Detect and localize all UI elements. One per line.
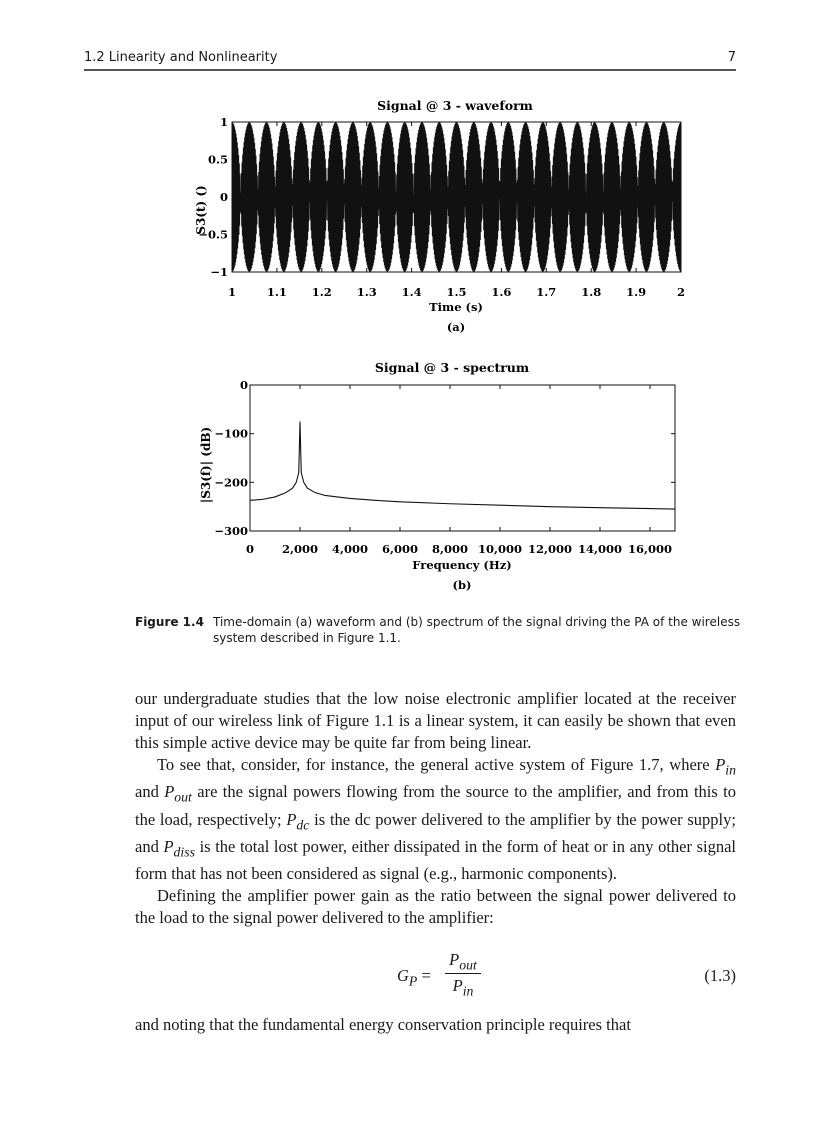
sym-p-dc-base: P — [286, 809, 297, 829]
sym-p-out — [164, 782, 192, 805]
chart-b-xtick-label: 10,000 — [477, 542, 523, 556]
page-number: 7 — [727, 50, 736, 65]
equation-fraction — [445, 950, 481, 998]
chart-a-xtick-label: 1.9 — [626, 285, 647, 299]
chart-a-xtick-label: 2 — [676, 285, 686, 299]
chart-a-xtick-label: 1.3 — [356, 285, 377, 299]
chart-b-xtick-label: 6,000 — [381, 542, 419, 556]
chart-a-xtick-label: 1.4 — [401, 285, 422, 299]
chart-a-ytick-label: −1 — [210, 265, 228, 279]
equation-number: (1.3) — [704, 966, 736, 985]
equation-1-3 — [135, 950, 736, 1000]
equation-lhs — [397, 966, 431, 989]
chart-a-xtick-label: 1 — [227, 285, 237, 299]
p2-text-a: To see that, consider, for instance, the general active system of Figure 1.7, where — [157, 755, 716, 774]
chart-a-ylabel: S3(t) () — [194, 185, 208, 235]
chart-b-sublabel: (b) — [452, 578, 472, 592]
chart-a-sublabel: (a) — [446, 320, 466, 334]
chart-b-xtick-label: 4,000 — [331, 542, 369, 556]
eq-g: G — [397, 966, 409, 985]
chart-a — [194, 98, 685, 334]
chart-b-title: Signal @ 3 - spectrum — [374, 360, 530, 375]
sym-p-diss — [163, 836, 195, 860]
sym-p-diss-base: P — [163, 836, 174, 856]
running-head-section: 1.2 Linearity and Nonlinearity — [84, 50, 278, 65]
eq-den-sub: in — [462, 983, 474, 999]
figure-caption-text: Time-domain (a) waveform and (b) spectrum of the signal driving the PA of the wireless system described in Figure 1.1. — [213, 615, 741, 645]
p2-text-e: is the total lost power, either dissipated in the form of heat or in any other signal form that has not been considered as signal (e.g., harmonic components). — [135, 836, 737, 884]
chart-a-ytick-label: 0.5 — [207, 152, 228, 167]
body-text — [135, 688, 736, 929]
chart-a-ytick-label: 0 — [219, 190, 228, 204]
sym-p-dc — [286, 809, 310, 832]
chart-a-xtick-label: 1.1 — [266, 285, 287, 299]
chart-a-ytick-label: 1 — [219, 115, 228, 129]
sym-p-dc-sub: dc — [296, 816, 310, 832]
eq-numerator — [445, 950, 481, 972]
p2-text-b: and — [135, 782, 165, 802]
paragraph-1: our undergraduate studies that the low noise electronic amplifier located at the receiver input of our wireless link of Figure 1.1 is a linear system, it can easily be shown that even this simple active device may be quite far from being linear. — [135, 689, 736, 752]
chart-a-xtick-label: 1.6 — [491, 285, 512, 299]
chart-a-xtick-label: 1.2 — [311, 285, 332, 299]
chart-b-xtick-label: 2,000 — [281, 542, 319, 556]
paragraph-2 — [135, 754, 736, 885]
paragraph-3: Defining the amplifier power gain as the ratio between the signal power delivered to the load to the signal power delivered to the amplifier: — [135, 886, 736, 928]
chart-b-ylabel: |S3(f)| (dB) — [199, 426, 213, 504]
sym-p-in-base: P — [715, 755, 726, 774]
chart-a-xtick-label: 1.7 — [536, 285, 557, 299]
eq-g-sub: P — [408, 973, 418, 989]
paragraph-4: and noting that the fundamental energy conservation principle requires that — [135, 1015, 631, 1034]
p2-text-d: is the dc power delivered to the amplifier by the power supply; and — [135, 809, 736, 856]
chart-b — [199, 360, 675, 592]
eq-fraction-bar — [445, 973, 481, 974]
eq-num-sub: out — [459, 957, 477, 973]
chart-b-ytick-label: 0 — [239, 378, 248, 392]
chart-b-xtick-label: 14,000 — [577, 542, 623, 556]
sym-p-out-sub: out — [174, 789, 192, 805]
chart-b-spectrum-line — [250, 422, 675, 510]
chart-b-xtick-label: 0 — [245, 542, 255, 556]
eq-den-p: P — [452, 976, 463, 995]
eq-num-p: P — [449, 950, 460, 969]
chart-a-ytick-label: −0.5 — [198, 227, 228, 242]
chart-a-title: Signal @ 3 - waveform — [377, 98, 533, 113]
eq-denominator — [445, 976, 481, 998]
chart-b-xtick-label: 16,000 — [627, 542, 673, 556]
eq-equals: = — [421, 966, 431, 985]
sym-p-diss-sub: diss — [173, 844, 195, 860]
chart-a-xtick-label: 1.5 — [446, 285, 467, 299]
figure-caption-label: Figure 1.4 — [135, 615, 204, 629]
chart-b-xtick-label: 12,000 — [527, 542, 573, 556]
chart-b-ytick-label: −100 — [214, 426, 248, 441]
chart-b-ytick-label: −200 — [214, 475, 248, 490]
sym-p-in — [715, 755, 736, 778]
p2-text-c: are the signal powers flowing from the source to the amplifier, and from this to the load, respectively; — [135, 782, 736, 829]
chart-a-series-line — [232, 122, 681, 271]
chart-a-xtick-label: 1.8 — [581, 285, 602, 299]
chart-a-waveform — [232, 122, 681, 271]
chart-b-xtick-label: 8,000 — [431, 542, 469, 556]
chart-b-ytick-label: −300 — [214, 524, 248, 538]
sym-p-in-sub: in — [725, 762, 736, 778]
chart-b-ticks — [214, 378, 675, 556]
sym-p-out-base: P — [164, 782, 175, 802]
chart-b-xlabel: Frequency (Hz) — [412, 558, 512, 572]
chart-b-frame — [250, 385, 675, 531]
chart-a-xlabel: Time (s) — [429, 300, 483, 314]
